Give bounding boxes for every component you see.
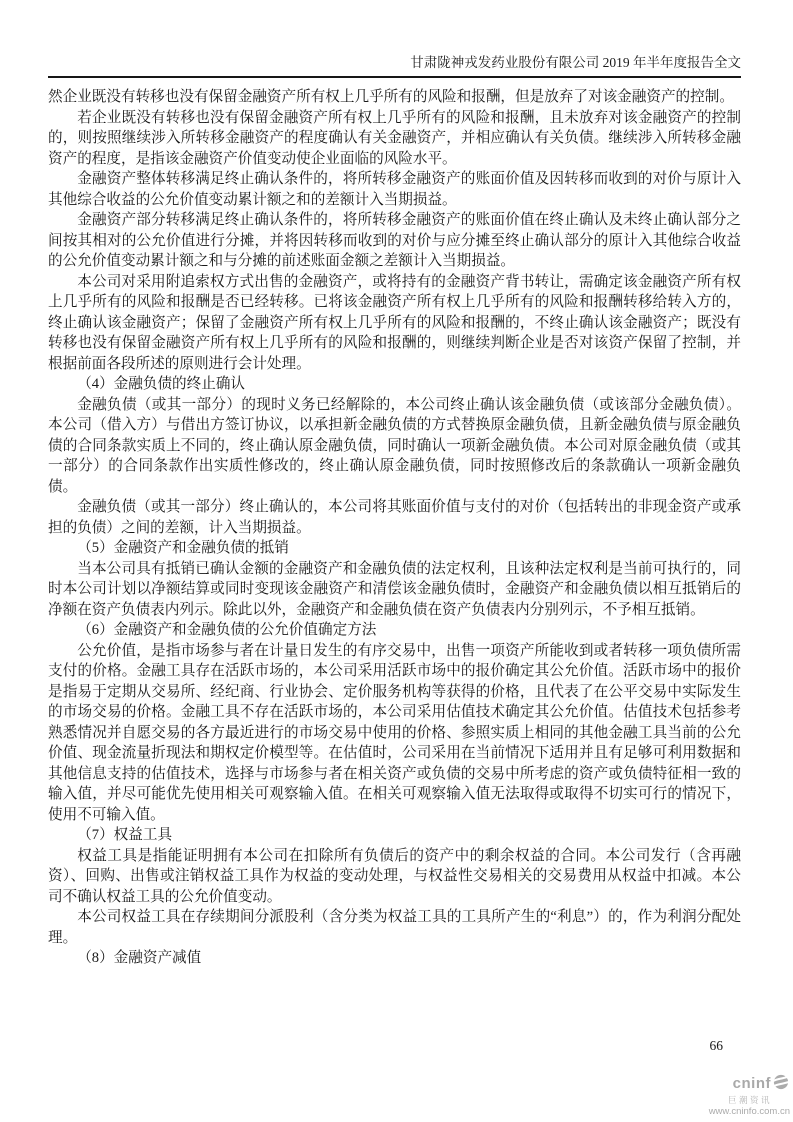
cninfo-swirl-icon bbox=[772, 1074, 790, 1095]
section-heading: （8）金融资产减值 bbox=[77, 950, 202, 966]
cninfo-logo-brand-row bbox=[733, 1074, 790, 1095]
paragraph: 权益工具是指能证明拥有本公司在扣除所有负债后的资产中的剩余权益的合同。本公司发行（含再融资）、回购、出售或注销权益工具作为权益的变动处理，与权益性交易相关的交易费用从权益中扣减。本公司不确认权益工具的公允价值变动。 bbox=[48, 847, 741, 905]
paragraph: 公允价值，是指市场参与者在计量日发生的有序交易中，出售一项资产所能收到或者转移一项负债所需支付的价格。金融工具存在活跃市场的，本公司采用活跃市场中的报价确定其公允价值。活跃市场中的报价是指易于定期从交易所、经纪商、行业协会、定价服务机构等获得的价格，且代表了在公平交易中实际发生的市场交易的价格。金融工具不存在活跃市场的，本公司采用估值技术确定其公允价值。估值技术包括参考熟悉情况并自愿交易的各方最近进行的市场交易中使用的价格、参照实质上相同的其他金融工具当前的公允价值、现金流量折现法和期权定价模型等。在估值时，公司采用在当前情况下适用并且有足够可利用数据和其他信息支持的估值技术，选择与市场参与者在相关资产或负债的交易中所考虑的资产或负债特征相一致的输入值，并尽可能优先使用相关可观察输入值。在相关可观察输入值无法取得或取得不切实可行的情况下，使用不可输入值。 bbox=[48, 642, 741, 823]
paragraph: 当本公司具有抵销已确认金额的金融资产和金融负债的法定权利，且该种法定权利是当前可执行的，同时本公司计划以净额结算或同时变现该金融资产和清偿该金融负债时，金融资产和金融负债以相互抵销后的净额在资产负债表内列示。除此以外，金融资产和金融负债在资产负债表内分别列示，不予相互抵销。 bbox=[48, 560, 741, 618]
header-divider bbox=[48, 76, 741, 78]
section-heading: （4）金融负债的终止确认 bbox=[77, 376, 246, 392]
report-header-title: 甘肃陇神戎发药业股份有限公司 2019 年半年度报告全文 bbox=[410, 55, 741, 70]
section-heading: （6）金融资产和金融负债的公允价值确定方法 bbox=[77, 622, 377, 638]
paragraph: 金融资产整体转移满足终止确认条件的，将所转移金融资产的账面价值及因转移而收到的对价与原计入其他综合收益的公允价值变动累计额之和的差额计入当期损益。 bbox=[48, 171, 741, 208]
paragraph: 本公司对采用附追索权方式出售的金融资产，或将持有的金融资产背书转让，需确定该金融资产所有权上几乎所有的风险和报酬是否已经转移。已将该金融资产所有权上几乎所有的风险和报酬转移给转入方的，终止确认该金融资产；保留了金融资产所有权上几乎所有的风险和报酬的，不终止确认该金融资产；既没有转移也没有保留金融资产所有权上几乎所有的风险和报酬的，则继续判断企业是否对该资产保留了控制，并根据前面各段所述的原则进行会计处理。 bbox=[48, 273, 741, 372]
paragraph: 然企业既没有转移也没有保留金融资产所有权上几乎所有的风险和报酬，但是放弃了对该金融资产的控制。 bbox=[48, 89, 734, 105]
paragraph: 金融负债（或其一部分）终止确认的，本公司将其账面价值与支付的对价（包括转出的非现金资产或承担的负债）之间的差额，计入当期损益。 bbox=[48, 499, 741, 536]
paragraph: 金融资产部分转移满足终止确认条件的，将所转移金融资产的账面价值在终止确认及未终止确认部分之间按其相对的公允价值进行分摊，并将因转移而收到的对价与应分摊至终止确认部分的原计入其他综合收益的公允价值变动累计额之和与分摊的前述账面金额之差额计入当期损益。 bbox=[48, 212, 741, 269]
document-body bbox=[48, 87, 741, 969]
cninfo-logo-url: www.cninfo.com.cn bbox=[708, 1105, 790, 1117]
cninfo-logo-chinese-name: 巨潮资讯 bbox=[727, 1094, 772, 1105]
section-heading: （7）权益工具 bbox=[77, 827, 173, 843]
section-heading: （5）金融资产和金融负债的抵销 bbox=[77, 540, 289, 556]
paragraph: 本公司权益工具在存续期间分派股利（含分类为权益工具的工具所产生的“利息”）的，作为利润分配处理。 bbox=[48, 909, 741, 946]
paragraph: 金融负债（或其一部分）的现时义务已经解除的，本公司终止确认该金融负债（或该部分金融负债）。本公司（借入方）与借出方签订协议，以承担新金融负债的方式替换原金融负债，且新金融负债与原金融负债的合同条款实质上不同的，终止确认原金融负债，同时确认一项新金融负债。本公司对原金融负债（或其一部分）的合同条款作出实质性修改的，终止确认原金融负债，同时按照修改后的条款确认一项新金融负债。 bbox=[48, 396, 741, 495]
page-number: 66 bbox=[709, 1038, 723, 1053]
cninfo-logo-text: cninf bbox=[732, 1075, 771, 1093]
cninfo-logo bbox=[694, 1074, 790, 1117]
paragraph: 若企业既没有转移也没有保留金融资产所有权上几乎所有的风险和报酬，且未放弃对该金融资产的控制的，则按照继续涉入所转移金融资产的程度确认有关金融资产，并相应确认有关负债。继续涉入所转移金融资产的程度，是指该金融资产价值变动使企业面临的风险水平。 bbox=[48, 109, 741, 167]
